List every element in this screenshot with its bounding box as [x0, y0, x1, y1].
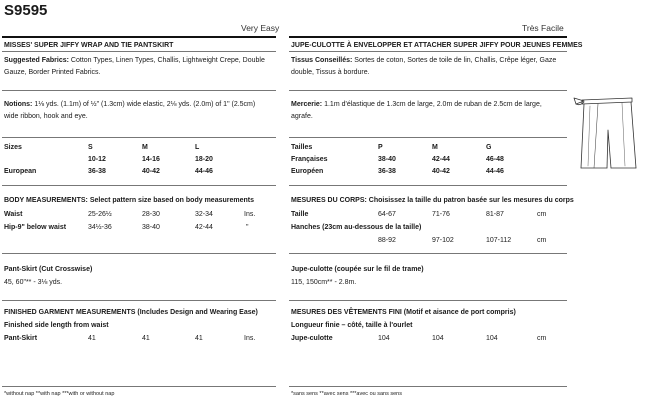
waist-value: 32-34 — [195, 211, 213, 218]
finished-heading-en: FINISHED GARMENT MEASUREMENTS (Includes Design and Wearing Ease) — [4, 309, 258, 316]
hip-value: 34½-36 — [88, 224, 112, 231]
size-col: G — [486, 144, 492, 151]
hip-label-en: Hip-9" below waist — [4, 224, 67, 231]
finished-value: 41 — [88, 335, 96, 342]
notions-label-fr: Mercerie: — [291, 101, 323, 108]
size-value: 38-40 — [378, 156, 396, 163]
size-value: 46-48 — [486, 156, 504, 163]
rule — [289, 300, 567, 301]
size-col: M — [142, 144, 148, 151]
finished-unit-fr: cm — [537, 335, 547, 342]
difficulty-fr: Très Facile — [522, 23, 564, 33]
pattern-number: S9595 — [4, 2, 48, 19]
size-value: 40-42 — [432, 168, 450, 175]
francaises-label: Françaises — [291, 156, 328, 163]
hip-unit-en: " — [246, 224, 249, 231]
size-value: 36-38 — [88, 168, 106, 175]
size-value: 44-46 — [195, 168, 213, 175]
size-value: 18-20 — [195, 156, 213, 163]
waist-value: 28-30 — [142, 211, 160, 218]
rule — [2, 386, 276, 387]
size-col: P — [378, 144, 383, 151]
title-fr: JUPE-CULOTTE À ENVELOPPER ET ATTACHER SUPER JIFFY POUR JEUNES FEMMES — [291, 42, 583, 49]
finished-value: 104 — [432, 335, 444, 342]
finished-value: 41 — [142, 335, 150, 342]
hip-unit-fr: cm — [537, 237, 547, 244]
notions-text-fr: 1.1m d'élastique de 1.3cm de large, 2.0m de ruban de 2.5cm de large, — [324, 101, 542, 108]
fabrics-text-fr: Sortes de coton, Sortes de toile de lin, Challis, Crêpe léger, Gaze — [354, 57, 557, 64]
fabrics-text-en: Cotton Types, Linen Types, Challis, Lightweight Crepe, Double — [70, 57, 265, 64]
fabrics-en-line1 — [4, 56, 265, 65]
waist-unit-fr: cm — [537, 211, 547, 218]
rule — [2, 51, 276, 52]
waist-label-en: Waist — [4, 211, 23, 218]
yardage-heading-en: Pant-Skirt (Cut Crosswise) — [4, 266, 93, 273]
yardage-value-en: 45, 60"** - 3⅛ yds. — [4, 279, 63, 286]
rule — [2, 185, 276, 186]
finished-heading-fr: MESURES DES VÊTEMENTS FINI (Motif et aisance de port compris) — [291, 309, 516, 316]
hip-value: 88-92 — [378, 237, 396, 244]
sizes-label-en: Sizes — [4, 144, 22, 151]
rule — [2, 300, 276, 301]
fabrics-en-line2: Gauze, Border Printed Fabrics. — [4, 69, 101, 76]
header-rule-en — [2, 36, 276, 38]
hip-value: 107-112 — [486, 237, 512, 244]
waist-value: 64-67 — [378, 211, 396, 218]
rule — [2, 253, 276, 254]
finished-unit-en: Ins. — [244, 335, 256, 342]
size-col: M — [432, 144, 438, 151]
notions-en-line1 — [4, 100, 255, 109]
waist-label-fr: Taille — [291, 211, 309, 218]
size-value: 10-12 — [88, 156, 106, 163]
rule — [289, 386, 567, 387]
pantskirt-drawing — [570, 92, 650, 174]
finished-label-en: Pant-Skirt — [4, 335, 38, 342]
finished-value: 104 — [378, 335, 390, 342]
sizes-label-fr: Tailles — [291, 144, 313, 151]
body-heading-fr: MESURES DU CORPS: Choisissez la taille du patron basée sur les mesures du corps — [291, 197, 574, 204]
rule — [289, 51, 567, 52]
fabrics-label-fr: Tissus Conseillés: — [291, 57, 353, 64]
hip-value: 42-44 — [195, 224, 213, 231]
hip-label-fr: Hanches (23cm au-dessous de la taille) — [291, 224, 422, 231]
footnote-fr: *sans sens **avec sens ***avec ou sans sens — [291, 391, 402, 397]
notions-en-line2: wide ribbon, hook and eye. — [4, 113, 88, 120]
rule — [2, 137, 276, 138]
finished-value: 104 — [486, 335, 498, 342]
size-value: 44-46 — [486, 168, 504, 175]
size-value: 14-16 — [142, 156, 160, 163]
size-col: S — [88, 144, 93, 151]
size-value: 40-42 — [142, 168, 160, 175]
finished-sub-en: Finished side length from waist — [4, 322, 109, 329]
notions-text-en: 1⅛ yds. (1.1m) of ½" (1.3cm) wide elastic, 2⅛ yds. (2.0m) of 1" (2.5cm) — [34, 101, 256, 108]
yardage-value-fr: 115, 150cm** - 2.8m. — [291, 279, 357, 286]
hip-value: 97-102 — [432, 237, 454, 244]
header-rule-fr — [289, 36, 567, 38]
rule — [2, 90, 276, 91]
rule — [289, 253, 567, 254]
rule — [289, 185, 567, 186]
fabrics-fr-line1 — [291, 56, 556, 65]
hip-value: 38-40 — [142, 224, 160, 231]
yardage-heading-fr: Jupe-culotte (coupée sur le fil de trame) — [291, 266, 424, 273]
size-value: 42-44 — [432, 156, 450, 163]
size-value: 36-38 — [378, 168, 396, 175]
fabrics-label-en: Suggested Fabrics: — [4, 57, 69, 64]
title-en: MISSES' SUPER JIFFY WRAP AND TIE PANTSKIRT — [4, 42, 174, 49]
notions-fr-line1 — [291, 100, 542, 109]
size-col: L — [195, 144, 200, 151]
waist-value: 25-26½ — [88, 211, 112, 218]
european-label-fr: Européen — [291, 168, 324, 175]
notions-label-en: Notions: — [4, 101, 33, 108]
notions-fr-line2: agrafe. — [291, 113, 313, 120]
finished-sub-fr: Longueur finie – côté, taille à l'ourlet — [291, 322, 413, 329]
finished-label-fr: Jupe-culotte — [291, 335, 333, 342]
finished-value: 41 — [195, 335, 203, 342]
fabrics-fr-line2: double, Tissus à bordure. — [291, 69, 370, 76]
difficulty-en: Very Easy — [241, 23, 280, 33]
footnote-en: *without nap **with nap ***with or without nap — [4, 391, 115, 397]
waist-value: 81-87 — [486, 211, 504, 218]
body-heading-en: BODY MEASUREMENTS: Select pattern size based on body measurements — [4, 197, 254, 204]
waist-unit-en: Ins. — [244, 211, 256, 218]
rule — [289, 90, 567, 91]
rule — [289, 137, 567, 138]
european-label-en: European — [4, 168, 37, 175]
waist-value: 71-76 — [432, 211, 450, 218]
